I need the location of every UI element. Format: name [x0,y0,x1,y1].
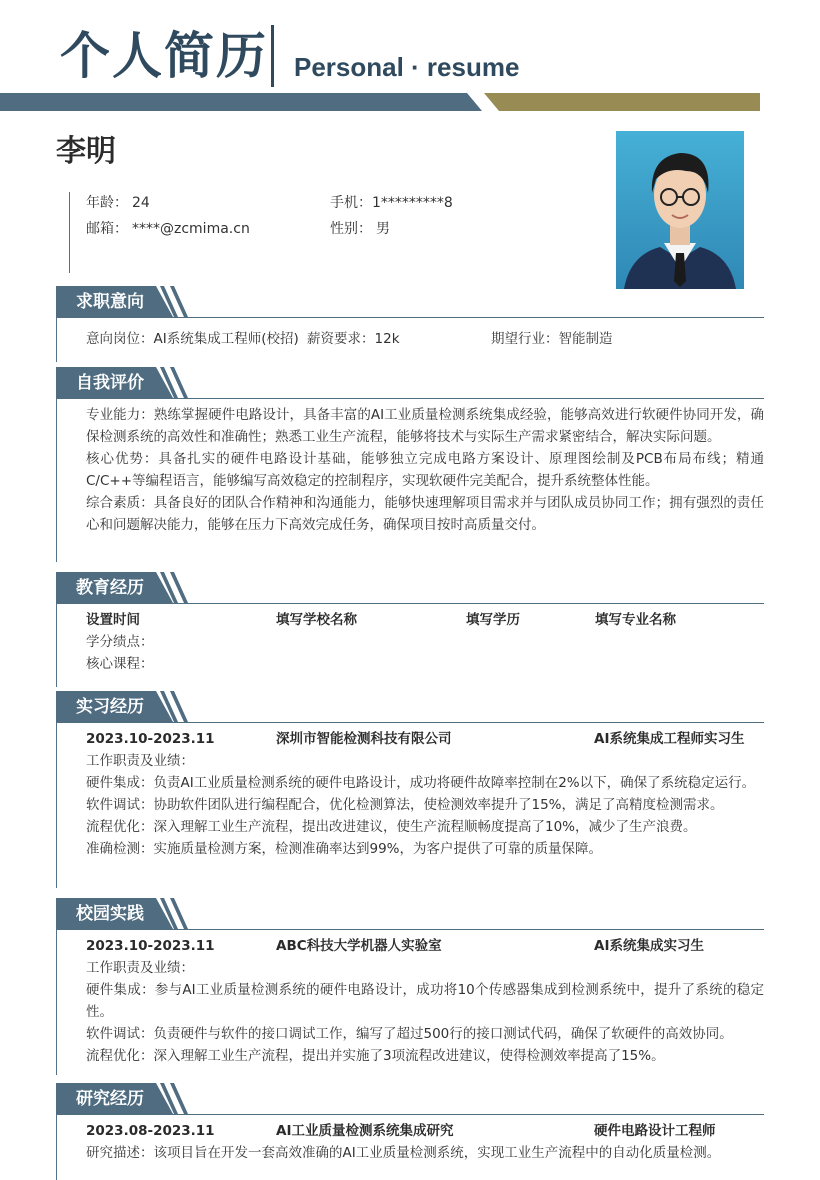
education-row [86,609,764,631]
research-time: 2023.08-2023.11 [86,1123,215,1139]
experience-row [86,935,764,957]
section-body [56,930,764,1075]
edu-courses: 核心课程： [86,656,154,672]
edu-time: 设置时间 [86,612,140,628]
research-role: 硬件电路设计工程师 [594,1123,716,1139]
age-label: 年龄： [86,195,128,211]
section-title: 自我评价 [76,373,144,393]
email-field [86,219,250,239]
intent-position: 意向岗位：AI系统集成工程师(校招) [86,331,299,347]
section-campus-practice [56,898,764,1075]
section-body [56,604,764,687]
gender-field [330,219,390,239]
section-title: 教育经历 [76,578,144,598]
intent-salary: 薪资要求：12k [307,331,400,347]
section-education [56,572,764,687]
campus-item: 流程优化：深入理解工业生产流程，提出并实施了3项流程改进建议，使得检测效率提高了15%。 [86,1048,665,1064]
section-body [56,399,764,562]
age-value: 24 [132,195,150,211]
intern-item: 硬件集成：负责AI工业质量检测系统的硬件电路设计，成功将硬件故障率控制在2%以下，确保了系统稳定运行。 [86,775,756,791]
experience-row [86,728,764,750]
section-body [56,318,764,362]
intern-item: 准确检测：实施质量检测方案，检测准确率达到99%，为客户提供了可靠的质量保障。 [86,841,603,857]
intent-industry: 期望行业：智能制造 [491,331,613,347]
header-band-gold [484,93,760,111]
phone-label: 手机： [330,195,372,211]
research-project: AI工业质量检测系统集成研究 [276,1123,454,1139]
campus-role: AI系统集成实习生 [594,938,704,954]
phone-value: 1*********8 [372,195,453,211]
research-desc: 研究描述：该项目旨在开发一套高效准确的AI工业质量检测系统，实现工业生产流程中的自动化质量检测。 [86,1145,721,1161]
section-title: 求职意向 [76,292,144,312]
age-field [86,193,150,213]
experience-row [86,1120,764,1142]
info-divider [69,192,70,273]
campus-item: 软件调试：负责硬件与软件的接口调试工作，编写了超过500行的接口测试代码，确保了软硬件的高效协同。 [86,1026,733,1042]
intern-time: 2023.10-2023.11 [86,731,215,747]
title-divider [271,25,274,87]
self-eval-paragraph: 综合素质：具备良好的团队合作精神和沟通能力，能够快速理解项目需求并与团队成员协同工作；拥有强烈的责任心和问题解决能力，能够在压力下高效完成任务，确保项目按时高质量交付。 [86,495,764,533]
intern-duty-label: 工作职责及业绩： [86,753,194,769]
section-body [56,723,764,888]
campus-time: 2023.10-2023.11 [86,938,215,954]
email-value: ****@zcmima.cn [132,221,250,237]
campus-item: 硬件集成：参与AI工业质量检测系统的硬件电路设计，成功将10个传感器集成到检测系统中，提升了系统的稳定性。 [86,982,764,1020]
campus-org: ABC科技大学机器人实验室 [276,938,442,954]
section-internship [56,691,764,888]
profile-photo [616,131,744,289]
header-band-blue [0,93,482,111]
section-research [56,1083,764,1180]
campus-duty-label: 工作职责及业绩： [86,960,194,976]
self-eval-paragraph: 专业能力：熟练掌握硬件电路设计，具备丰富的AI工业质量检测系统集成经验，能够高效进行软硬件协同开发，确保检测系统的高效性和准确性；熟悉工业生产流程，能够将技术与实际生产需求紧密结合，解决实际问题。 [86,407,764,445]
intern-item: 软件调试：协助软件团队进行编程配合，优化检测算法，使检测效率提升了15%，满足了高精度检测需求。 [86,797,724,813]
gender-label: 性别： [330,221,372,237]
gender-value: 男 [376,221,390,237]
section-self-evaluation [56,367,764,562]
edu-major: 填写专业名称 [595,612,676,628]
resume-subtitle: Personal · resume [294,52,520,82]
edu-gpa: 学分绩点： [86,634,154,650]
phone-field [330,193,453,213]
edu-school: 填写学校名称 [276,612,357,628]
section-title: 校园实践 [76,904,144,924]
edu-degree: 填写学历 [466,612,520,628]
intern-company: 深圳市智能检测科技有限公司 [276,731,452,747]
resume-title: 个人简历 [60,27,268,85]
section-title: 实习经历 [76,697,144,717]
section-title: 研究经历 [76,1089,144,1109]
section-job-intent [56,286,764,362]
self-eval-paragraph: 核心优势：具备扎实的硬件电路设计基础，能够独立完成电路方案设计、原理图绘制及PCB布局布线；精通C/C++等编程语言，能够编写高效稳定的控制程序，实现软硬件完美配合，提升系统整体性能。 [86,451,764,489]
candidate-name: 李明 [56,134,116,169]
intern-role: AI系统集成工程师实习生 [594,731,745,747]
intern-item: 流程优化：深入理解工业生产流程，提出改进建议，使生产流程顺畅度提高了10%，减少了生产浪费。 [86,819,697,835]
email-label: 邮箱： [86,221,128,237]
section-body [56,1115,764,1180]
